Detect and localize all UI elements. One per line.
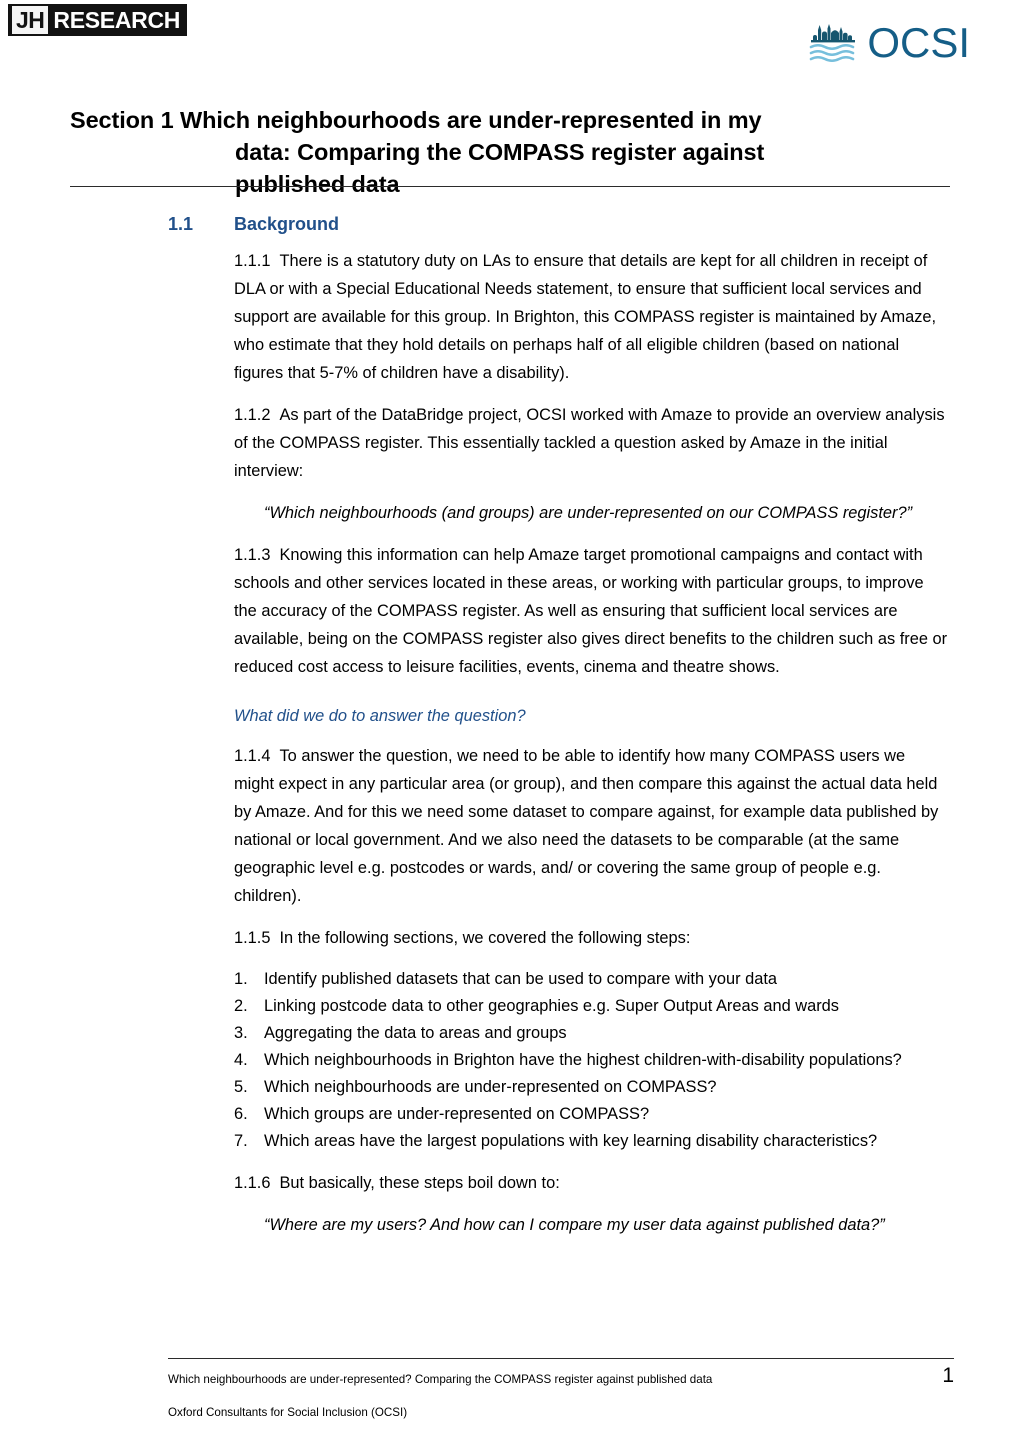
footer-title-line: Which neighbourhoods are under-represented? Comparing the COMPASS register against published data	[168, 1373, 713, 1386]
list-item-number: 7.	[234, 1132, 248, 1150]
paragraph-number: 1.1.3	[234, 546, 271, 564]
list-item	[0, 993, 1020, 1020]
paragraph-number: 1.1.1	[234, 252, 271, 270]
list-item-number: 5.	[234, 1078, 248, 1096]
list-item-number: 2.	[234, 997, 248, 1015]
paragraph-1-1-1	[0, 247, 1020, 387]
list-item-label: Aggregating the data to areas and groups	[264, 1024, 567, 1042]
list-item-number: 4.	[234, 1051, 248, 1069]
footer-content	[168, 1364, 954, 1422]
paragraph-text: Knowing this information can help Amaze target promotional campaigns and contact with schools and other services located in these areas, or working with particular groups, to improve the accuracy of the COMPASS register. As well as ensuring that sufficient local services are available, being on the COMPASS register also gives direct benefits to the children such as free or reduced cost access to leisure facilities, events, cinema and theatre shows.	[234, 546, 948, 676]
page-title-line-1: Section 1 Which neighbourhoods are under-represented in my	[70, 106, 762, 133]
list-item-label: Which neighbourhoods are under-represented on COMPASS?	[264, 1078, 717, 1096]
jh-research-word: RESEARCH	[53, 7, 181, 33]
document-body	[0, 212, 1020, 1253]
paragraph-1-1-3	[0, 541, 1020, 681]
list-item-number: 3.	[234, 1024, 248, 1042]
paragraph-text: But basically, these steps boil down to:	[279, 1174, 560, 1192]
list-item-label: Identify published datasets that can be used to compare with your data	[264, 970, 777, 988]
paragraph-1-1-2	[0, 401, 1020, 485]
jh-initials: JH	[12, 6, 48, 34]
section-number: 1.1	[168, 214, 194, 234]
list-item	[0, 1101, 1020, 1128]
paragraph-number: 1.1.6	[234, 1174, 271, 1192]
page-number: 1	[942, 1364, 954, 1387]
footer-org-line: Oxford Consultants for Social Inclusion (OCSI)	[168, 1406, 408, 1419]
footer-divider	[168, 1358, 954, 1359]
section-heading-1-1	[0, 212, 1020, 236]
list-item-label: Linking postcode data to other geographies e.g. Super Output Areas and wards	[264, 997, 839, 1015]
list-item-number: 6.	[234, 1105, 248, 1123]
blockquote-summary-question: “Where are my users? And how can I compare my user data against published data?”	[264, 1216, 885, 1234]
page-header	[0, 0, 1020, 82]
ocsi-logo	[809, 19, 970, 66]
ocsi-wordmark: OCSI	[867, 19, 970, 66]
paragraph-text: There is a statutory duty on LAs to ensure that details are kept for all children in receipt of DLA or with a Special Educational Needs statement, to ensure that sufficient local services and support are available for this group. In Brighton, this COMPASS register is maintained by Amaze, who estimate that they hold details on perhaps half of all eligible children (based on national figures that 5-7% of children have a disability).	[234, 252, 937, 382]
steps-list	[0, 966, 1020, 1155]
subheading-what-did-we-do: What did we do to answer the question?	[234, 707, 526, 725]
paragraph-text: In the following sections, we covered the following steps:	[279, 929, 691, 947]
list-item-number: 1.	[234, 970, 248, 988]
list-item	[0, 1020, 1020, 1047]
title-divider	[70, 186, 950, 187]
list-item-label: Which areas have the largest populations with key learning disability characteristics?	[264, 1132, 878, 1150]
page-footer	[168, 1358, 954, 1422]
paragraph-1-1-4	[0, 742, 1020, 910]
list-item	[0, 1128, 1020, 1155]
page-title-line-3: published data	[235, 170, 400, 197]
section-heading-label: Background	[234, 214, 340, 234]
list-item	[0, 1074, 1020, 1101]
paragraph-1-1-6	[0, 1169, 1020, 1197]
list-item	[0, 1047, 1020, 1074]
page-title-line-2: data: Comparing the COMPASS register against	[235, 138, 765, 165]
paragraph-number: 1.1.5	[234, 929, 271, 947]
paragraph-1-1-5	[0, 924, 1020, 952]
list-item	[0, 966, 1020, 993]
paragraph-number: 1.1.4	[234, 747, 271, 765]
list-item-label: Which neighbourhoods in Brighton have the highest children-with-disability populations?	[264, 1051, 902, 1069]
paragraph-number: 1.1.2	[234, 406, 271, 424]
paragraph-text: To answer the question, we need to be able to identify how many COMPASS users we might expect in any particular area (or group), and then compare this against the actual data held by Amaze. And for this we need some dataset to compare against, for example data published by national or local government. And we also need the datasets to be comparable (at the same geographic level e.g. postcodes or wards, and/ or covering the same group of people e.g. children).	[234, 747, 939, 905]
list-item-label: Which groups are under-represented on COMPASS?	[264, 1105, 650, 1123]
jh-research-logo	[8, 4, 187, 36]
skyline-waves-icon	[809, 22, 861, 64]
paragraph-text: As part of the DataBridge project, OCSI worked with Amaze to provide an overview analysis of the COMPASS register. This essentially tackled a question asked by Amaze in the initial interview:	[234, 406, 945, 480]
blockquote-interview-question: “Which neighbourhoods (and groups) are under-represented on our COMPASS register?”	[264, 504, 913, 522]
